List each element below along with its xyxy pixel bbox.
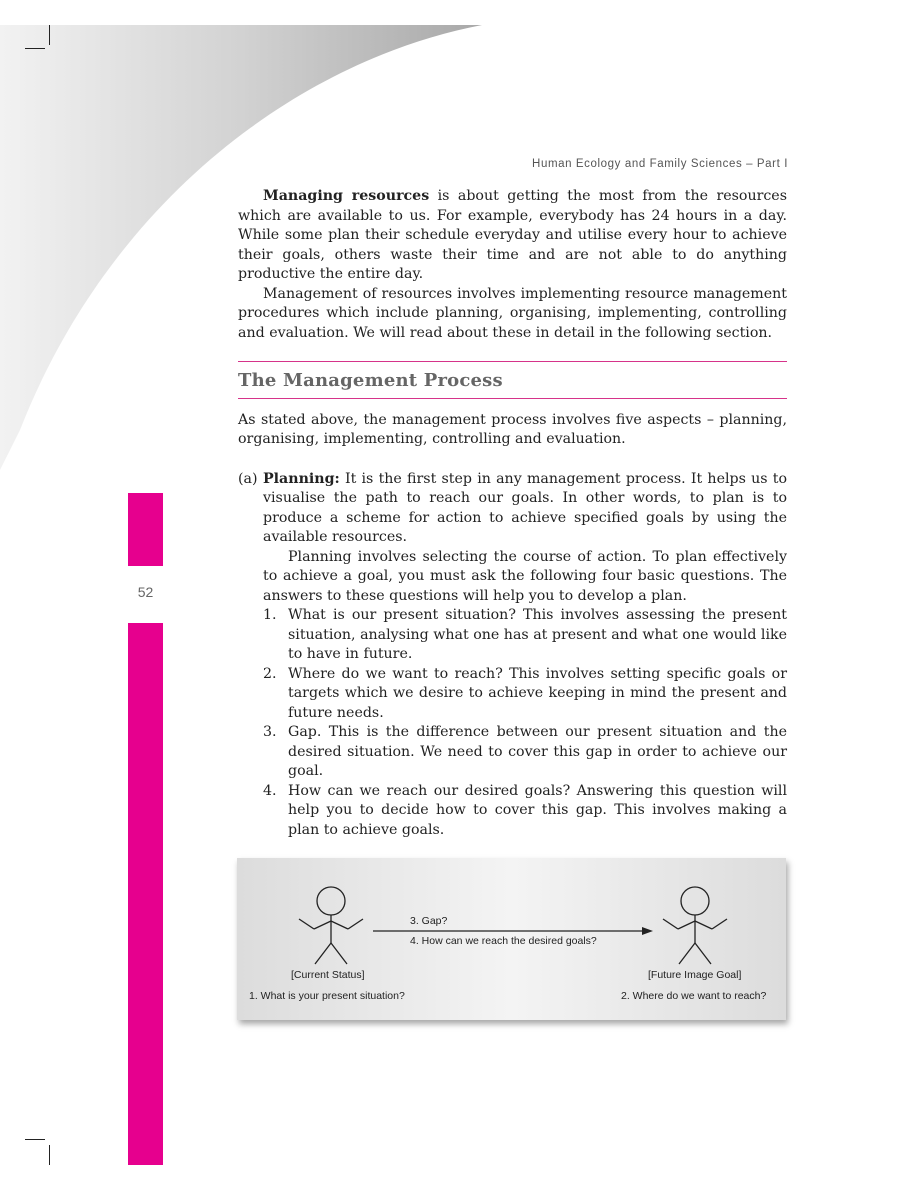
questions-list: [263, 606, 787, 840]
where-question: 2. Where do we want to reach?: [621, 990, 767, 1002]
planning-paragraph-2: Planning involves selecting the course of action. To plan effectively to achieve a goal, you must ask the following four basic questions. The answers to these questions will help you to develop a plan.: [263, 548, 787, 604]
running-header: Human Ecology and Family Sciences – Part I: [532, 158, 788, 170]
intro-paragraph-1: [238, 187, 787, 285]
section-lead: As stated above, the management process involves five aspects – planning, organising, implementing, controlling and evaluation.: [238, 411, 787, 447]
bold-term: Planning:: [263, 470, 340, 487]
paragraph-text: It is the first step in any management process. It helps us to visualise the path to reach our goals. In other words, to plan is to produce a scheme for action to achieve specified goals by using the available resources.: [263, 470, 787, 545]
planning-paragraph: [263, 470, 787, 548]
present-situation-question: 1. What is your present situation?: [249, 990, 405, 1002]
current-status-label: [Current Status]: [291, 969, 365, 981]
crop-mark: [49, 25, 50, 45]
page-number: 52: [137, 584, 154, 600]
list-marker: (a): [238, 470, 258, 487]
how-label: 4. How can we reach the desired goals?: [410, 935, 597, 947]
arrow-head: [642, 927, 653, 935]
main-content: [238, 187, 787, 840]
planning-figure: [237, 858, 786, 1020]
sidebar-bar-top: [128, 493, 163, 566]
list-item: 1. What is our present situation? This involves assessing the present situation, analysing what one has at present and what one would like to have in future.: [263, 607, 787, 662]
section-rule-top: [238, 361, 787, 362]
section-title: The Management Process: [238, 370, 503, 391]
list-item: 2. Where do we want to reach? This involves setting specific goals or targets which we desire to achieve keeping in mind the present and future needs.: [263, 665, 787, 721]
bold-term: Managing resources: [263, 188, 430, 204]
paragraph-text: is about getting the most from the resources which are available to us. For example, everybody has 24 hours in a day. While some plan their schedule everyday and utilise every hour to achieve their goals, others waste their time and are not able to do anything productive the entire day.: [238, 188, 787, 282]
stick-figure-current: [299, 887, 363, 964]
gap-label: 3. Gap?: [410, 915, 448, 927]
crop-mark: [25, 48, 45, 49]
list-item: 3. Gap. This is the difference between our present situation and the desired situation. We need to cover this gap in order to achieve our goal.: [263, 724, 787, 779]
sidebar-bar-bottom: [128, 623, 163, 1165]
crop-mark: [49, 1145, 50, 1165]
stick-figure-future: [663, 887, 727, 964]
planning-item: [238, 470, 787, 841]
crop-mark: [25, 1139, 45, 1140]
list-item: 4. How can we reach our desired goals? Answering this question will help you to decide how to cover this gap. This involves making a plan to achieve goals.: [263, 782, 787, 838]
intro-paragraph-2: Management of resources involves implementing resource management procedures which include planning, organising, implementing, controlling and evaluation. We will read about these in detail in the following section.: [238, 285, 787, 341]
future-goal-label: [Future Image Goal]: [648, 969, 742, 981]
